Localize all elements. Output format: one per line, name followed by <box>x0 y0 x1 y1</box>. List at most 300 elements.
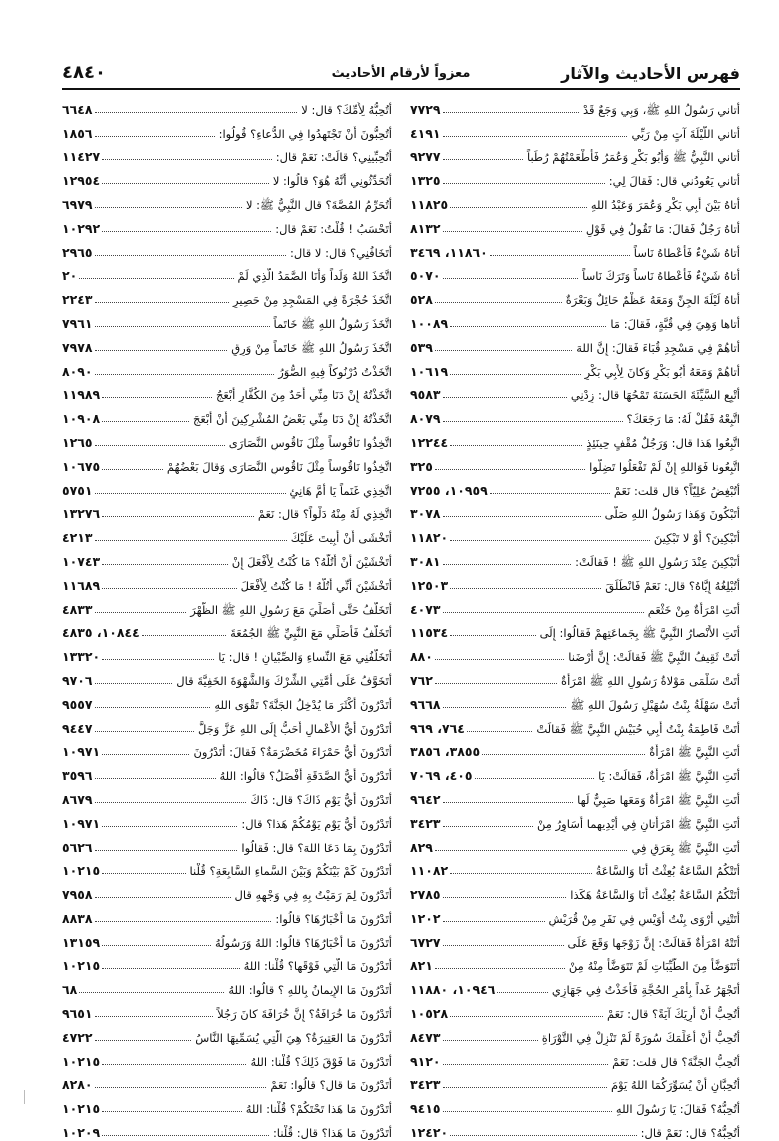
entry-number: ١٠٢١٥ <box>62 863 101 879</box>
leader-dots <box>102 421 189 422</box>
index-entry <box>62 784 392 808</box>
entry-number: ١٠٠٨٩ <box>410 315 449 331</box>
entry-number: ٨٢٨٠ <box>62 1077 93 1093</box>
entry-number: ١٠٢٠٩ <box>62 1125 101 1141</box>
entry-text: أتَدْرُونَ كَمْ بَيْنَكُمْ وَبَيْنَ السَّماءِ السَّابِعَةِ؟ قُلْنا <box>189 864 392 879</box>
entry-number: ٥٦٢٦ <box>62 839 93 855</box>
entry-text: اتَّخَذَ اللهُ وَلَداً وَأَنَا الصَّمَدُ الَّذِي لَمْ <box>237 269 392 284</box>
leader-dots <box>435 350 572 351</box>
entry-number: ٤٠٥، ٧٠٦٩ <box>410 768 473 784</box>
leader-dots <box>102 1111 242 1112</box>
entry-text: أتَدْرُونَ أَيُّ حَمْرَاءَ مُخَضْرَمَةٌ؟ فَقالَ: أَتَدْرُونَ <box>193 745 392 760</box>
entry-text: أتاني يَعُودُني قال: فَقالَ لِي: <box>608 174 740 189</box>
leader-dots <box>102 564 228 565</box>
entry-number: ٨٨٠ <box>410 649 433 665</box>
page-number: ٤٨٤٠ <box>62 62 106 83</box>
entry-text: أتَدْرُونَ أَيُّ يَوْمٍ ذَاكَ؟ قال: ذَاكَ <box>250 792 392 807</box>
index-entry <box>410 784 740 808</box>
index-entry <box>410 737 740 761</box>
entry-text: أتَتْ سَهْلَةُ بِنْتُ سُهَيْلٍ رَسُولَ اللهِ ﷺ <box>570 697 740 712</box>
entry-text: أتَتِ النَّبِيَّ ﷺ امْرَأَةٌ، فَقالَتْ: يَا <box>598 769 740 784</box>
entry-text: أتَدْرُونَ مَا فَوْقَ ذَلِكَ؟ قُلْنا: اللهُ <box>250 1054 392 1069</box>
entry-number: ١١٥٣٤ <box>410 625 449 641</box>
leader-dots <box>95 136 215 137</box>
entry-text: اتَّخَذْتُهُ إِنْ دَنَا مِنِّي أَحَدٌ مِنَ الكُفَّارِ أَبْعَجُ <box>215 388 392 403</box>
entry-number: ٥٧٥١ <box>62 482 93 498</box>
entry-number: ٧٦٤، ٩٦٩ <box>410 720 465 736</box>
leader-dots <box>102 1064 246 1065</box>
entry-text: أتَدْرُونَ أَيُّ الصَّدَقَةِ أَفْضَلُ؟ قالُوا: اللهُ <box>219 769 392 784</box>
leader-dots <box>102 826 237 827</box>
entry-number: ٩٦٤٢ <box>410 791 441 807</box>
index-entry <box>62 856 392 880</box>
entry-number: ٢٧٨٥ <box>410 887 441 903</box>
leader-dots <box>102 397 212 398</box>
entry-text: أتَخَافُنِي؟ قال: لا قال: <box>290 245 392 260</box>
index-entry <box>410 94 740 118</box>
entry-text: اتَّخَذَ حُجْرَةً فِي المَسْجِدِ مِنْ حَصِيرٍ <box>233 293 392 308</box>
entry-number: ٩٧٠٦ <box>62 672 93 688</box>
entry-text: أتُحِبُّ الجَنَّةَ؟ قال قلت: نَعَمْ <box>612 1054 740 1069</box>
entry-text: أتَخَلَّفُنِي مَعَ النِّساءِ وَالصِّبْيانِ ! قال: يَا <box>218 650 392 665</box>
index-entry <box>62 618 392 642</box>
leader-dots <box>450 1016 603 1017</box>
entry-number: ٤٢١٣ <box>62 530 93 546</box>
entry-number: ٨١٣٢ <box>410 220 441 236</box>
index-entry <box>410 284 740 308</box>
entry-number: ١٠٩٥٩، ٧٢٥٥ <box>410 482 488 498</box>
index-entry <box>410 927 740 951</box>
leader-dots <box>79 992 224 993</box>
index-entry <box>410 237 740 261</box>
entry-text: اتَّخَذَ رَسُولُ اللهِ ﷺ خَاتَماً <box>273 316 392 331</box>
index-entry <box>62 475 392 499</box>
entry-text: أتَتِ النَّبِيَّ ﷺ بِعَرَقٍ فِي <box>631 840 740 855</box>
entry-number: ٣٢٥ <box>410 458 433 474</box>
leader-dots <box>95 540 287 541</box>
entry-number: ٤١٩١ <box>410 125 441 141</box>
entry-text: أتُحَرِّمُ المُصَّةَ؟ قال النَّبِيُّ ﷺ: لا <box>245 197 392 212</box>
leader-dots <box>102 231 271 232</box>
entry-number: ١١٨٢٥ <box>410 196 449 212</box>
index-entry <box>62 713 392 737</box>
leader-dots <box>95 1040 192 1041</box>
leader-dots <box>95 683 173 684</box>
entry-number: ٧٩٦١ <box>62 315 93 331</box>
index-entry <box>62 261 392 285</box>
entry-text: أتَخَلَّفُ حَتَّى أُصَلِّيَ مَعَ رَسُولِ اللهِ ﷺ الظُّهْرَ <box>190 602 392 617</box>
index-entry <box>62 189 392 213</box>
index-entry <box>410 427 740 451</box>
entry-number: ٥٣٩ <box>410 339 433 355</box>
entry-number: ١٠٢١٥ <box>62 1101 101 1117</box>
entry-text: أتاهُ شَيْءٌ فَأَعْطاهُ نَاساً وَتَرَكَ نَاساً <box>582 269 740 284</box>
leader-dots <box>102 945 211 946</box>
entry-number: ٨٠٧٩ <box>410 411 441 427</box>
index-entry <box>62 879 392 903</box>
leader-dots <box>450 873 591 874</box>
index-entry <box>62 641 392 665</box>
leader-dots <box>443 1111 612 1112</box>
index-entry <box>410 189 740 213</box>
leader-dots <box>95 802 247 803</box>
entry-number: ٨٢٩ <box>410 839 433 855</box>
entry-text: أتاهُ بَيْنَ أَبِي بَكْرٍ وَعُمَرَ وَعَبْدُ اللهِ <box>590 197 740 212</box>
index-entry <box>410 380 740 404</box>
index-entry <box>62 308 392 332</box>
entry-number: ٦٨ <box>62 982 78 998</box>
entry-number: ١٢٥٠٣ <box>410 577 449 593</box>
entry-number: ٧٩٥٨ <box>62 887 93 903</box>
leader-dots <box>435 659 564 660</box>
entry-number: ١٠٨٤٤، ٤٨٣٥ <box>62 625 140 641</box>
leader-dots <box>95 897 231 898</box>
leader-dots <box>475 778 595 779</box>
entry-number: ٩٤٤٧ <box>62 720 93 736</box>
entry-text: أتَبْكِينَ عِنْدَ رَسُولِ اللهِ ﷺ ! فَقالَتْ: <box>575 554 740 569</box>
index-entry <box>62 760 392 784</box>
index-entry <box>410 832 740 856</box>
entry-number: ١٠٢٩٢ <box>62 220 101 236</box>
index-entry <box>62 951 392 975</box>
index-page <box>62 62 740 1141</box>
index-entry <box>410 689 740 713</box>
leader-dots <box>490 255 630 256</box>
entry-number: ١٠٧٤٣ <box>62 553 101 569</box>
leader-dots <box>102 1135 269 1136</box>
leader-dots <box>450 326 606 327</box>
leader-dots <box>95 707 211 708</box>
index-entry <box>410 760 740 784</box>
index-entry <box>410 713 740 737</box>
index-entry <box>62 427 392 451</box>
right-column <box>410 94 740 1141</box>
leader-dots <box>450 374 580 375</box>
entry-number: ١٢٦٥ <box>62 434 93 450</box>
leader-dots <box>102 469 163 470</box>
leader-dots <box>435 850 628 851</box>
index-entry <box>62 1117 392 1141</box>
index-entry <box>410 499 740 523</box>
entry-text: أتَخْشَى أَنْ أَبِيتَ عَلَيْكَ <box>290 531 392 546</box>
leader-dots <box>443 278 579 279</box>
entry-text: اتَّخَذْتُ دُرْنُوكاً فِيهِ الصُّوَرُ <box>278 364 392 379</box>
index-entry <box>410 618 740 642</box>
entry-number: ٢٠ <box>62 268 78 284</box>
entry-number: ٤٠٧٣ <box>410 601 441 617</box>
leader-dots <box>95 302 229 303</box>
entry-number: ١٠٥٢٨ <box>410 1006 449 1022</box>
entry-number: ٤٨٣٣ <box>62 601 93 617</box>
entry-number: ١٠٢١٥ <box>62 958 101 974</box>
entry-number: ١٣٣٢٠ <box>62 649 101 665</box>
entry-text: أتُحِبُّهُ؟ قال: نَعَمْ قال: <box>640 1126 740 1141</box>
entry-text: أتَدْرُونَ مَا قال؟ قالُوا: نَعَمْ <box>270 1078 392 1093</box>
leader-dots <box>435 968 565 969</box>
leader-dots <box>95 207 242 208</box>
index-entry <box>62 832 392 856</box>
entry-text: أتُبْغِضُ عَلِيّاً؟ قال قلت: نَعَمْ <box>613 483 740 498</box>
leader-dots <box>435 683 557 684</box>
index-entry <box>62 165 392 189</box>
index-entry <box>410 142 740 166</box>
entry-text: أتَدْرُونَ مَا هَذا تَحْتَكُمْ؟ قُلْنا: اللهُ <box>245 1102 392 1117</box>
entry-number: ١١٨٢٠ <box>410 530 449 546</box>
entry-text: اتَّخِذُوا نَاقُوساً مِثْلَ نَاقُوسِ النَّصَارَى <box>228 435 392 450</box>
index-entry <box>410 1093 740 1117</box>
entry-number: ١٢٩٥٤ <box>62 173 101 189</box>
leader-dots <box>450 445 582 446</box>
entry-text: أتْبِعِ السَّيِّئَةَ الحَسَنَةَ تَمْحُهَا قال: زِدْنِي <box>570 388 740 403</box>
entry-number: ٩٢٧٧ <box>410 149 441 165</box>
index-entry <box>62 118 392 142</box>
entry-text: أتُحِبُّهُ؟ فَقالَ: يَا رَسُولَ اللهِ <box>615 1102 740 1117</box>
entry-text: أتَتِ النَّبِيَّ ﷺ امْرَأَةٌ وَمَعَها صَبِيٌّ لَها <box>577 792 740 807</box>
entry-number: ١٠٦١٩ <box>410 363 449 379</box>
leader-dots <box>443 516 601 517</box>
entry-number: ١٣١٥٩ <box>62 934 101 950</box>
entry-number: ٥٠٧٠ <box>410 268 441 284</box>
entry-text: أتَخْشَيْنَ أَنْ أَتُلَّهُ؟ مَا كُنْتُ لِأَفْعَلَ إِنْ <box>231 554 392 569</box>
leader-dots <box>497 992 547 993</box>
entry-number: ٦٧٢٧ <box>410 934 441 950</box>
entry-number: ٩٥٨٣ <box>410 387 441 403</box>
index-entry <box>62 1070 392 1094</box>
index-entry <box>410 213 740 237</box>
entry-text: أتُحِبِّينِي؟ قالَتْ: نَعَمْ قال: <box>275 150 392 165</box>
entry-text: اتَّخِذُوا نَاقُوساً مِثْلَ نَاقُوسِ النَّصَارَى وَقالَ بَعْضُهُمْ <box>166 459 392 474</box>
leader-dots <box>102 659 214 660</box>
entry-number: ٩٤١٥ <box>410 1101 441 1117</box>
entry-text: أتَدْرُونَ بِمَا دَعَا اللهَ؟ قال: فَقالُوا <box>241 840 392 855</box>
entry-text: اتَّخَذَ رَسُولُ اللهِ ﷺ خَاتَماً مِنْ وَرِقٍ <box>231 340 392 355</box>
entry-text: أتاهُ رَجُلٌ فَقالَ: مَا تَقُولُ فِي قَوْلِ <box>585 221 740 236</box>
index-entry <box>62 1093 392 1117</box>
index-entry <box>62 737 392 761</box>
leader-dots <box>450 1135 636 1136</box>
leader-dots <box>450 635 535 636</box>
leader-dots <box>95 1016 214 1017</box>
leader-dots <box>443 564 572 565</box>
entry-text: أتاهُمْ وَمَعَهُ أَبُو بَكْرٍ وَكانَ لِأَبِي بَكْرٍ <box>584 364 740 379</box>
entry-text: أتَدْرُونَ مَا الَّتِي فَوْقَها؟ قُلْنا: اللهُ <box>243 959 392 974</box>
entry-text: أتُحِبُّهُ لِأُمِّكَ؟ قال: لا <box>301 102 392 117</box>
leader-dots <box>443 897 567 898</box>
scan-artifact <box>24 1090 31 1104</box>
index-entry <box>62 332 392 356</box>
entry-number: ٦٩٧٩ <box>62 196 93 212</box>
entry-number: ٣٤٢٣ <box>410 1077 441 1093</box>
entry-text: أتَدْرُونَ مَا أَخْبَارُهَا؟ قالُوا: اللهُ وَرَسُولُهُ <box>215 935 392 950</box>
entry-text: أتَدْرُونَ أَكْثَرَ مَا يُدْخِلُ الجَنَّةَ؟ تَقْوَى اللهِ <box>214 697 392 712</box>
index-entry <box>62 665 392 689</box>
entry-text: أتُبْلِغُهُ إِيَّاهُ؟ قال: نَعَمْ فَانْطَلَقَ <box>605 578 740 593</box>
entry-text: أتَتِ الأَنْصارُ النَّبِيَّ ﷺ بِجَماعَتِهِمْ فَقالُوا: إِلَى <box>539 626 740 641</box>
entry-text: اتَّبِعُونا فَوَاللهِ إِنْ لَمْ تَفْعَلُوا تَضِلُّوا <box>589 459 740 474</box>
index-entry <box>410 475 740 499</box>
entry-text: أتَدْرُونَ أَيُّ الأَعْمالِ أَحَبُّ إِلَى اللهِ عَزَّ وَجَلَّ <box>197 721 392 736</box>
leader-dots <box>443 136 628 137</box>
entry-text: أتَدْرُونَ مَا هَذا؟ قال: قُلْنا: <box>272 1126 392 1141</box>
leader-dots <box>102 968 239 969</box>
index-entry <box>410 1117 740 1141</box>
leader-dots <box>95 731 194 732</box>
leader-dots <box>95 326 270 327</box>
index-entry <box>62 689 392 713</box>
index-entry <box>62 380 392 404</box>
entry-text: اتَّخَذْتُهُ إِنْ دَنَا مِنِّي بَعْضُ المُشْرِكِينَ أَنْ أَبْعَجَ <box>193 412 392 427</box>
leader-dots <box>95 850 238 851</box>
leader-dots <box>443 112 579 113</box>
entry-number: ٩٥٥٧ <box>62 696 93 712</box>
leader-dots <box>443 707 567 708</box>
entry-text: أتَجْهَرُ غَداً بِأَمْرِ الحُجَّةِ فَأَخَذْتُ فِي جَهَازِي <box>551 983 740 998</box>
entry-number: ١٠٩٧١ <box>62 744 101 760</box>
entry-text: أتَدْرُونَ لِمَ رَمَيْتُ بِهِ فِي وَجْهِهِ قال <box>234 888 392 903</box>
leader-dots <box>95 445 225 446</box>
entry-number: ٩٦٥١ <box>62 1006 93 1022</box>
entry-text: أتُحِبُّ أَنْ أُرِيَكَ آيَةً؟ قال: نَعَمْ <box>607 1007 740 1022</box>
index-entry <box>62 1022 392 1046</box>
index-entry <box>62 403 392 427</box>
leader-dots <box>443 231 582 232</box>
index-entry <box>62 998 392 1022</box>
leader-dots <box>443 183 605 184</box>
index-entry <box>410 856 740 880</box>
index-entry <box>410 951 740 975</box>
entry-number: ١٢٢٤٤ <box>410 434 449 450</box>
index-entry <box>410 808 740 832</box>
entry-number: ١١٤٢٧ <box>62 149 101 165</box>
entry-number: ٢٢٤٣ <box>62 292 93 308</box>
entry-number: ٩٦٦٨ <box>410 696 441 712</box>
entry-text: أتُحِبُّونَ أَنْ تَجْتَهِدُوا فِي الدُّعاءِ؟ قُولُوا: <box>218 126 392 141</box>
page-header <box>62 64 740 90</box>
entry-number: ١١٠٨٢ <box>410 863 449 879</box>
leader-dots <box>102 873 185 874</box>
entry-text: أتاهُ لَيْلَةَ الجِنِّ وَمَعَهُ عَظْمٌ حَائِلٌ وَبَعْرَةٌ <box>565 293 740 308</box>
leader-dots <box>482 754 645 755</box>
leader-dots <box>102 159 272 160</box>
leader-dots <box>95 778 216 779</box>
leader-dots <box>450 588 601 589</box>
entry-number: ٣٥٩٦ <box>62 768 93 784</box>
leader-dots <box>95 612 187 613</box>
entry-number: ٧٧٢٩ <box>410 101 441 117</box>
leader-dots <box>95 112 298 113</box>
entry-text: أتَتْهُ امْرَأَةٌ فَقالَتْ: إِنَّ زَوْجَها وَقَعَ عَلَى <box>567 935 740 950</box>
leader-dots <box>79 278 233 279</box>
entry-text: أتاني اللَّيْلَةَ آتٍ مِنْ رَبِّي <box>631 126 740 141</box>
entry-text: أتاها وَهِيَ فِي قُبَّةٍ، فَقالَ: مَا <box>610 316 740 331</box>
entry-number: ٦٦٤٨ <box>62 101 93 117</box>
entry-text: أتَتْ فَاطِمَةُ بِنْتُ أَبِي حُبَيْشٍ النَّبِيَّ ﷺ فَقالَتْ <box>536 721 740 736</box>
entry-text: أتَدْرُونَ أَيُّ يَوْمٍ يَوْمُكُمْ هَذا؟ قال: <box>241 816 392 831</box>
leader-dots <box>95 921 272 922</box>
index-entry <box>62 451 392 475</box>
entry-number: ١١٨٦٠، ٣٤٦٩ <box>410 244 488 260</box>
entry-number: ١٣٢٥ <box>410 173 441 189</box>
leader-dots <box>102 516 254 517</box>
entry-text: أتَتْكُمُ السَّاعَةُ بُعِثْتُ أَنَا وَالسَّاعَةُ <box>595 864 740 879</box>
entry-number: ١١٦٨٩ <box>62 577 101 593</box>
entry-number: ٨٢١ <box>410 958 433 974</box>
entry-number: ٣٠٧٨ <box>410 506 441 522</box>
entry-number: ٣٠٨١ <box>410 553 441 569</box>
entry-number: ٩١٢٠ <box>410 1053 441 1069</box>
leader-dots <box>490 493 610 494</box>
entry-text: أتاني رَسُولُ اللهِ ﷺ، وَبِي وَجَعٌ قَدْ <box>582 102 740 117</box>
leader-dots <box>443 397 567 398</box>
index-entry <box>62 522 392 546</box>
index-entry <box>410 1046 740 1070</box>
entry-number: ١٠٦٧٥ <box>62 458 101 474</box>
entry-number: ٧٩٧٨ <box>62 339 93 355</box>
index-entry <box>62 237 392 261</box>
left-column <box>62 94 392 1141</box>
index-entry <box>410 451 740 475</box>
entry-text: أتَدْرُونَ مَا الإِيمانُ بِاللهِ ؟ قالُوا: اللهُ <box>228 983 392 998</box>
entry-number: ١١٩٨٩ <box>62 387 101 403</box>
entry-text: أتُحِبَّانِ أَنْ يُسَوِّرَكُمَا اللهُ يَوْمَ <box>610 1078 740 1093</box>
entry-number: ١٢٤٢٠ <box>410 1125 449 1141</box>
entry-text: أتاهُمْ فِي مَسْجِدِ قُبَاءَ فَقالَ: إِنَّ اللهَ <box>576 340 740 355</box>
leader-dots <box>443 1064 609 1065</box>
index-entry <box>410 594 740 618</box>
entry-text: أتَتِ النَّبِيَّ ﷺ امْرَأَتانِ فِي أَيْدِيهِما أَسَاوِرُ مِنْ <box>537 816 740 831</box>
index-entry <box>410 641 740 665</box>
entry-text: اتَّبِعُوا هَذا قال: وَرَجُلٌ مُقْفٍ حِينَئِذٍ <box>586 435 740 450</box>
entry-number: ١٠٢١٥ <box>62 1053 101 1069</box>
entry-text: أتَتْكُمُ السَّاعَةُ بُعِثْتُ أَنَا وَالسَّاعَةُ هَكَذا <box>570 888 740 903</box>
entry-text: أتَدْرُونَ مَا خُرَافَةُ؟ إِنَّ خُرَافَةَ كانَ رَجُلاً <box>217 1007 392 1022</box>
index-entry <box>410 570 740 594</box>
index-entry <box>410 165 740 189</box>
index-entry <box>62 94 392 118</box>
page-subtitle: معزواً لأرقام الأحاديث <box>331 66 471 81</box>
index-entry <box>62 903 392 927</box>
entry-text: أتُحِبُّ أَنْ أُعَلِّمَكَ سُورَةً لَمْ تَنْزِلْ فِي التَّوْرَاةِ <box>541 1030 740 1045</box>
entry-number: ٥٢٨ <box>410 292 433 308</box>
index-entry <box>410 1022 740 1046</box>
leader-dots <box>450 207 587 208</box>
entry-number: ١٣٢٧٦ <box>62 506 101 522</box>
leader-dots <box>142 635 226 636</box>
entry-text: أتاهُ شَيْءٌ فَأَعْطاهُ نَاساً <box>633 245 740 260</box>
entry-number: ٣٨٥٥، ٣٨٥٦ <box>410 744 481 760</box>
entry-text: أتَتَوَضَّأُ مِنَ الطَّيِّبَاتِ لَمْ تَتَوَضَّأْ مِنْهُ مِنْ <box>568 959 740 974</box>
entry-text: أتُحَدِّثُونِي أَنَّهُ هُوَ؟ قالُوا: لا <box>272 174 392 189</box>
entry-number: ٨٦٧٩ <box>62 791 93 807</box>
index-entry <box>62 927 392 951</box>
leader-dots <box>102 183 269 184</box>
entry-number: ٣٤٢٣ <box>410 815 441 831</box>
leader-dots <box>443 1040 538 1041</box>
index-entry <box>62 546 392 570</box>
index-entry <box>410 974 740 998</box>
entry-number: ٨٤٧٣ <box>410 1029 441 1045</box>
entry-number: ٢٩٦٥ <box>62 244 93 260</box>
entry-number: ١٠٩٧١ <box>62 815 101 831</box>
entry-number: ٤٧٢٢ <box>62 1029 93 1045</box>
leader-dots <box>443 159 523 160</box>
index-entry <box>62 974 392 998</box>
entry-text: أتَتِ النَّبِيَّ ﷺ امْرَأَةٌ <box>649 745 740 760</box>
index-columns <box>62 94 740 1141</box>
leader-dots <box>443 802 574 803</box>
entry-text: أتَبْكِينَ؟ أَوْ لا تَبْكِينَ <box>653 531 740 546</box>
leader-dots <box>95 374 275 375</box>
